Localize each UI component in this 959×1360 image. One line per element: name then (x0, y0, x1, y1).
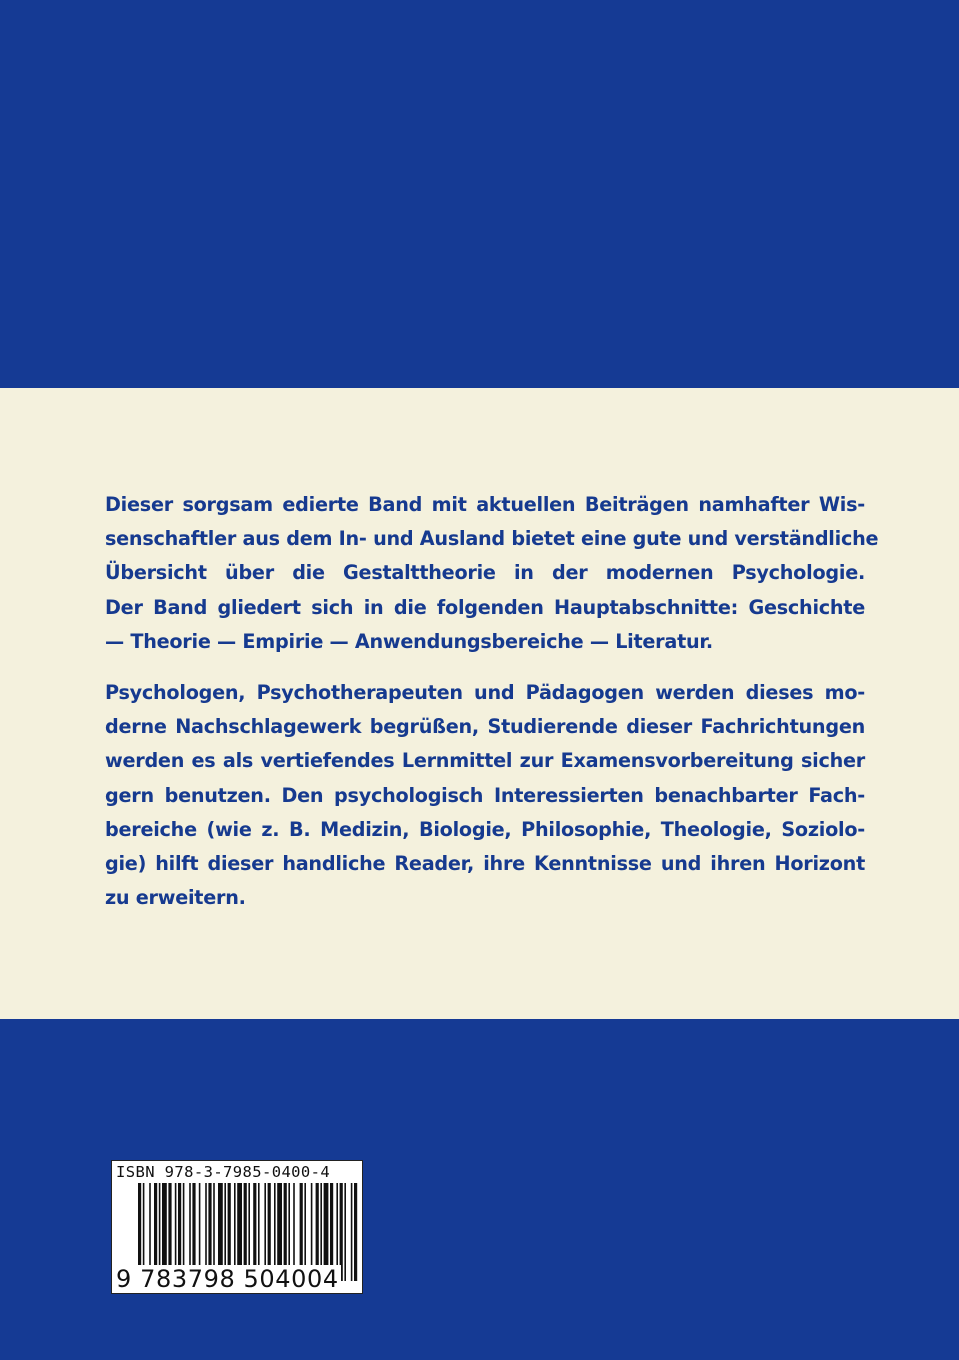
isbn-label: ISBN 978-3-7985-0400-4 (116, 1163, 331, 1181)
blurb-paragraph-2 (105, 676, 865, 915)
blurb-paragraph-1 (105, 488, 879, 659)
top-blue-band (0, 0, 959, 388)
blurb-line: gern benutzen. Den psychologisch Interessierten benachbarter Fach- (105, 783, 865, 807)
blurb-line: — Theorie — Empirie — Anwendungsbereiche — Literatur. (105, 629, 713, 653)
blurb-line: Der Band gliedert sich in die folgenden Hauptabschnitte: Geschichte (105, 595, 865, 619)
blurb-line: Dieser sorgsam edierte Band mit aktuellen Beiträgen namhafter Wis- (105, 493, 865, 516)
blurb-line: zu erweitern. (105, 886, 246, 910)
ean-digits: 9 783798 504004 (116, 1265, 339, 1293)
isbn-barcode (111, 1160, 363, 1294)
blurb-line: senschaftler aus dem In- und Ausland bietet eine gute und verständliche (105, 527, 879, 551)
blurb-line: bereiche (wie z. B. Medizin, Biologie, Philosophie, Theologie, Soziolo- (105, 817, 865, 841)
blurb-line: Übersicht über die Gestalttheorie in der modernen Psychologie. (105, 561, 865, 585)
blurb-line: derne Nachschlagewerk begrüßen, Studierende dieser Fachrichtungen (105, 715, 865, 739)
blurb-line: gie) hilft dieser handliche Reader, ihre Kenntnisse und ihren Horizont (105, 851, 865, 875)
back-cover-blurb (105, 488, 879, 915)
blurb-line: Psychologen, Psychotherapeuten und Pädagogen werden dieses mo- (105, 680, 865, 704)
blurb-line: werden es als vertiefendes Lernmittel zur Examensvorbereitung sicher (105, 749, 865, 773)
